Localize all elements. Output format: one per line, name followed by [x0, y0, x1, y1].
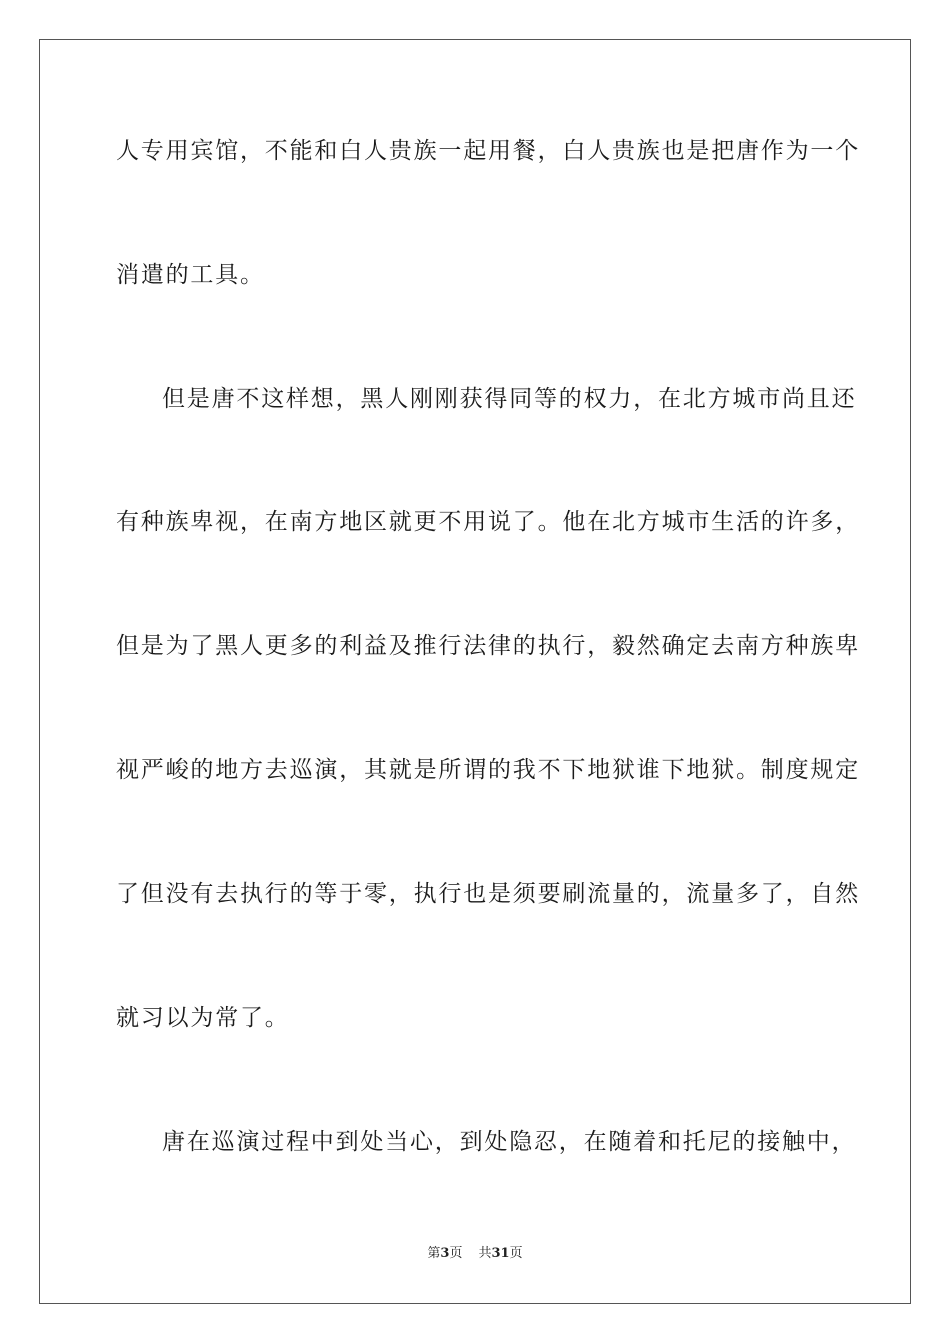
- paragraph-start-line: 唐在巡演过程中到处当心，到处隐忍，在随着和托尼的接触中，: [162, 1129, 857, 1155]
- page-frame: [39, 39, 911, 1304]
- text-line: 视严峻的地方去巡演，其就是所谓的我不下地狱谁下地狱。制度规定: [116, 757, 860, 783]
- page-footer: [0, 1245, 950, 1263]
- total-prefix: 共: [478, 1246, 492, 1261]
- text-line: 但是为了黑人更多的利益及推行法律的执行，毅然确定去南方种族卑: [116, 633, 860, 659]
- text-line: 就习以为常了。: [116, 1005, 290, 1031]
- text-line: 人专用宾馆，不能和白人贵族一起用餐，白人贵族也是把唐作为一个: [116, 138, 860, 164]
- page-suffix: 页: [449, 1246, 463, 1261]
- total-page-count: 31: [491, 1246, 510, 1261]
- text-line: 有种族卑视，在南方地区就更不用说了。他在北方城市生活的许多，: [116, 509, 860, 535]
- text-line: 了但没有去执行的等于零，执行也是须要刷流量的，流量多了，自然: [116, 881, 860, 907]
- current-page-number: 3: [440, 1246, 450, 1261]
- text-line: 消遣的工具。: [116, 262, 265, 288]
- total-suffix: 页: [509, 1246, 523, 1261]
- page-prefix: 第: [427, 1246, 441, 1261]
- paragraph-start-line: 但是唐不这样想，黑人刚刚获得同等的权力，在北方城市尚且还: [162, 386, 857, 412]
